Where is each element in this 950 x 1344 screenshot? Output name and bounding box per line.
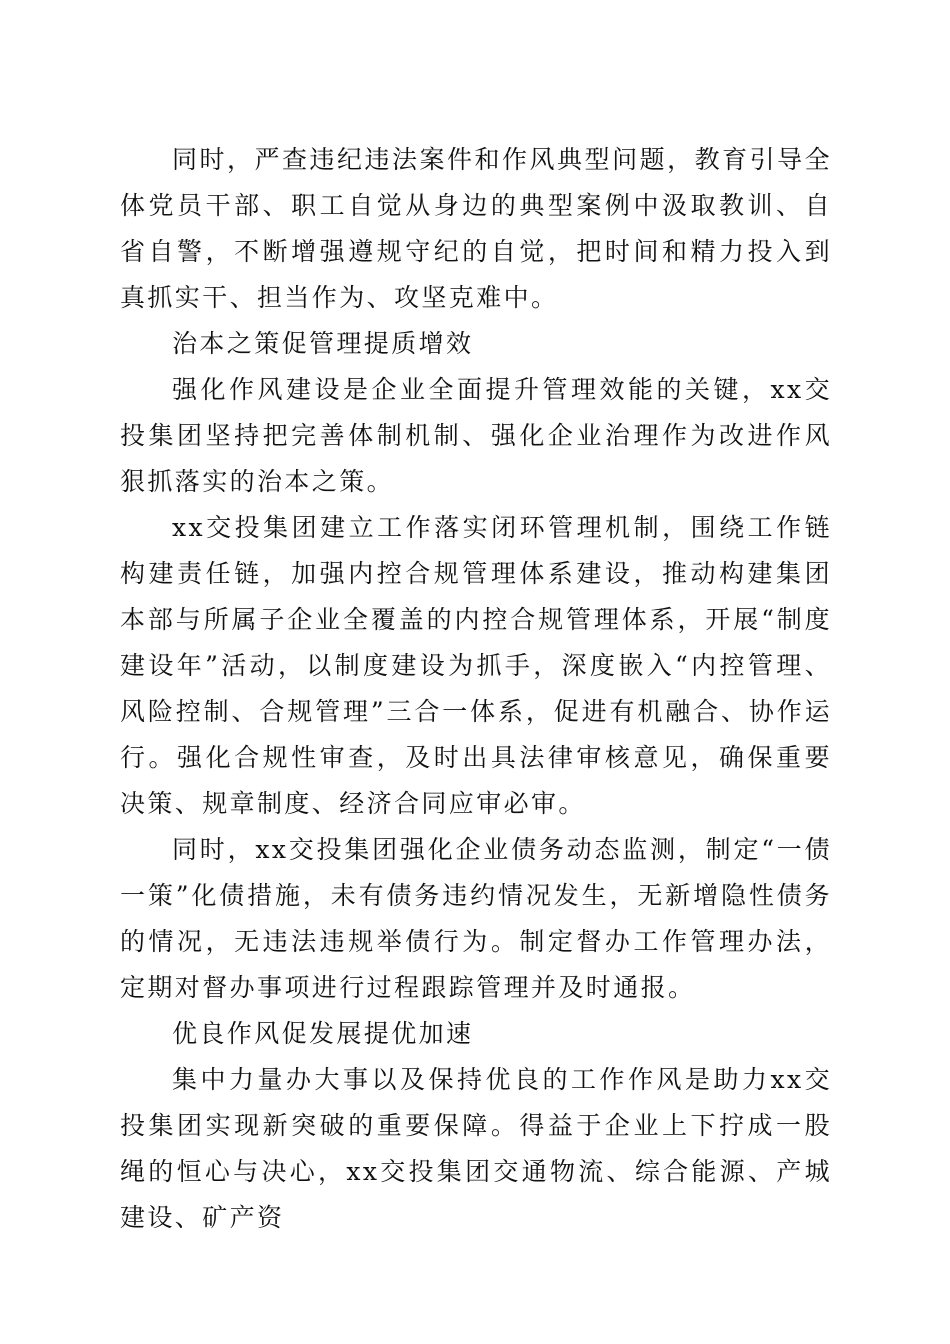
section-heading-development: 优良作风促发展提优加速 bbox=[172, 1019, 474, 1048]
section-heading-governance: 治本之策促管理提质增效 bbox=[172, 329, 474, 358]
paragraph-development: 集中力量办大事以及保持优良的工作作风是助力xx交投集团实现新突破的重要保障。得益于企业上下拧成一股绳的恒心与决心，xx交投集团交通物流、综合能源、产城建设、矿产资 bbox=[120, 1065, 832, 1232]
paragraph-governance-intro: 强化作风建设是企业全面提升管理效能的关键，xx交投集团坚持把完善体制机制、强化企业治理作为改进作风狠抓落实的治本之策。 bbox=[120, 375, 832, 496]
paragraph-compliance: xx交投集团建立工作落实闭环管理机制，围绕工作链构建责任链，加强内控合规管理体系建设，推动构建集团本部与所属子企业全覆盖的内控合规管理体系，开展“制度建设年”活动，以制度建设为抓手，深度嵌入“内控管理、风险控制、合规管理”三合一体系，促进有机融合、协作运行。强化合规性审查，及时出具法律审核意见，确保重要决策、规章制度、经济合同应审必审。 bbox=[120, 513, 832, 818]
paragraph-debt: 同时，xx交投集团强化企业债务动态监测，制定“一债一策”化债措施，未有债务违约情况发生，无新增隐性债务的情况，无违法违规举债行为。制定督办工作管理办法，定期对督办事项进行过程跟踪管理并及时通报。 bbox=[120, 835, 832, 1002]
paragraph-discipline: 同时，严查违纪违法案件和作风典型问题，教育引导全体党员干部、职工自觉从身边的典型案例中汲取教训、自省自警，不断增强遵规守纪的自觉，把时间和精力投入到真抓实干、担当作为、攻坚克难中。 bbox=[120, 145, 832, 312]
document-body bbox=[120, 137, 832, 1241]
